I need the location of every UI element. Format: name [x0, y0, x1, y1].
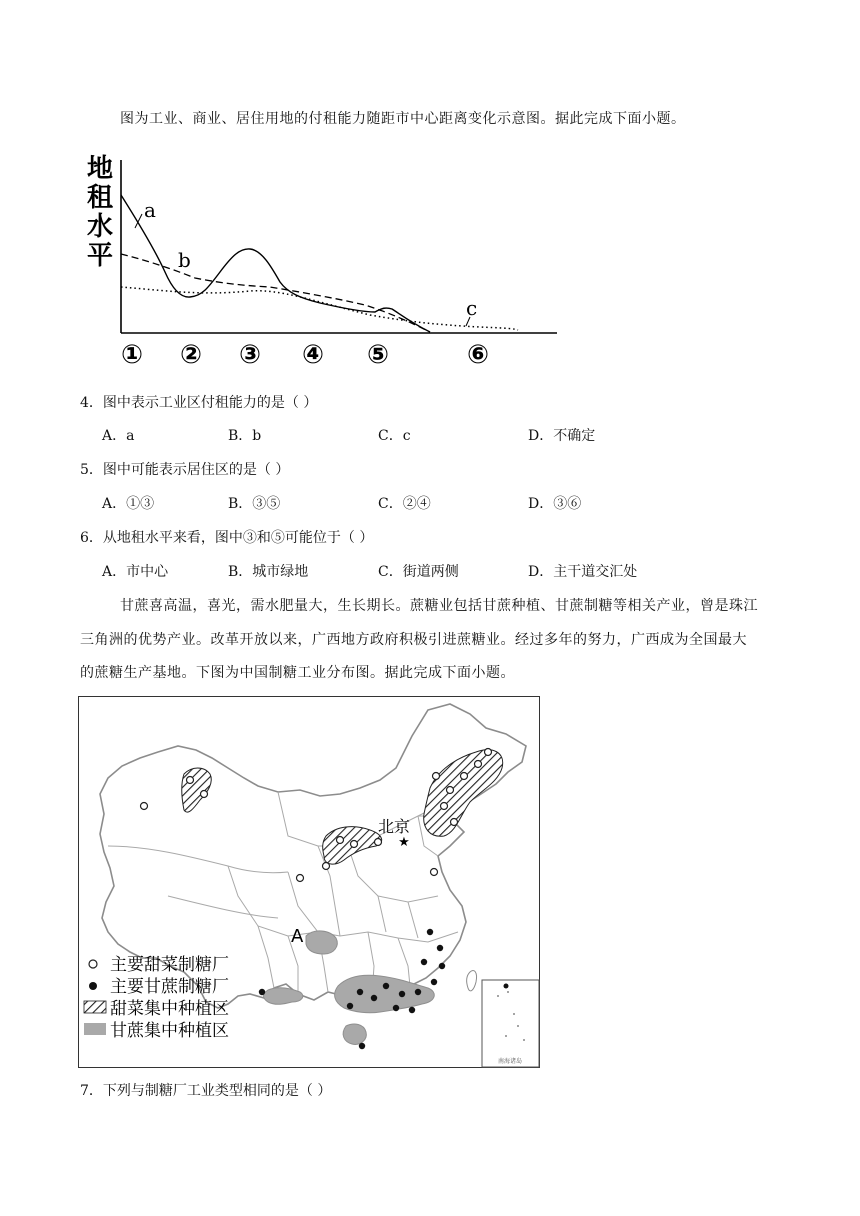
- cane-factory-dot: [421, 959, 427, 965]
- intro-paragraph-sugar-line-1: 甘蔗喜高温，喜光，需水肥量大，生长期长。蔗糖业包括甘蔗种植、甘蔗制糖等相关产业，曾是珠江: [120, 598, 758, 614]
- question-4-option-d[interactable]: D．不确定: [528, 428, 596, 444]
- intro-paragraph-rent: 图为工业、商业、居住用地的付租能力随距市中心距离变化示意图。据此完成下面小题。: [120, 111, 686, 127]
- legend-cane-factory-symbol: [89, 982, 97, 990]
- beijing-star-icon: ★: [398, 835, 410, 850]
- cane-factory-dot: [439, 963, 445, 969]
- cane-factory-dot: [259, 989, 265, 995]
- question-4-option-a[interactable]: A．a: [102, 428, 135, 444]
- question-6-option-b[interactable]: B．城市绿地: [228, 564, 309, 580]
- beet-factory-dot: [201, 791, 208, 798]
- legend-beet-factory-label: 主要甜菜制糖厂: [110, 955, 229, 975]
- china-sugar-map: [78, 696, 540, 1068]
- beet-factory-dot: [451, 819, 458, 826]
- beet-factory-dot: [485, 749, 492, 756]
- position-5: ⑤: [366, 340, 390, 370]
- beet-factory-dot: [297, 875, 304, 882]
- south-china-sea-inset: [482, 980, 539, 1067]
- y-axis-label-char: 平: [86, 241, 114, 271]
- question-6-option-d[interactable]: D．主干道交汇处: [528, 564, 638, 580]
- cane-factory-dot: [431, 979, 437, 985]
- cane-factory-dot: [359, 1043, 365, 1049]
- question-4-stem: 4．图中表示工业区付租能力的是（ ）: [80, 395, 318, 411]
- intro-paragraph-sugar-line-2: 三角洲的优势产业。改革开放以来，广西地方政府积极引进蔗糖业。经过多年的努力，广西成为全国最大: [80, 632, 747, 648]
- cane-factory-dot: [371, 995, 377, 1001]
- question-5-option-d[interactable]: D．③⑥: [528, 496, 582, 512]
- cane-factory-dot: [399, 991, 405, 997]
- cane-area-a: [306, 931, 337, 954]
- beet-factory-dot: [375, 839, 382, 846]
- position-3: ③: [238, 340, 262, 370]
- curve-label-c: c: [466, 296, 478, 320]
- cane-factory-dot: [393, 1005, 399, 1011]
- beijing-label: 北京: [378, 817, 411, 836]
- curve-label-b: b: [178, 248, 191, 272]
- question-5-stem: 5．图中可能表示居住区的是（ ）: [80, 462, 290, 478]
- position-1: ①: [120, 340, 144, 370]
- legend-cane-factory-label: 主要甘蔗制糖厂: [110, 977, 229, 997]
- cane-factory-dot: [409, 1007, 415, 1013]
- y-axis-label-char: 租: [86, 183, 114, 213]
- curve-b: [121, 254, 430, 332]
- leader-a: [135, 214, 142, 228]
- cane-factory-dot: [383, 983, 389, 989]
- legend-cane-area-label: 甘蔗集中种植区: [110, 1021, 229, 1041]
- question-5-option-c[interactable]: C．②④: [378, 496, 431, 512]
- inset-caption: 南海诸岛: [497, 1058, 523, 1065]
- cane-factory-dot: [427, 929, 433, 935]
- question-5-option-b[interactable]: B．③⑤: [228, 496, 281, 512]
- y-axis-label-char: 地: [86, 154, 114, 184]
- beet-factory-dot: [475, 761, 482, 768]
- cane-factory-dot: [415, 989, 421, 995]
- legend-beet-factory-symbol: [89, 960, 97, 968]
- question-6-option-a[interactable]: A．市中心: [102, 564, 169, 580]
- beet-factory-dot: [323, 863, 330, 870]
- legend-cane-area-symbol: [84, 1023, 106, 1035]
- intro-paragraph-sugar-line-3: 的蔗糖生产基地。下图为中国制糖工业分布图。据此完成下面小题。: [80, 665, 515, 681]
- cane-factory-dot: [357, 989, 363, 995]
- legend-beet-area-label: 甜菜集中种植区: [110, 999, 229, 1019]
- cane-factory-dot: [347, 1003, 353, 1009]
- beet-factory-dot: [433, 773, 440, 780]
- beet-factory-dot: [351, 841, 358, 848]
- curve-c: [121, 287, 518, 330]
- region-a-label: A: [291, 926, 304, 947]
- beet-factory-dot: [441, 803, 448, 810]
- question-6-option-c[interactable]: C．街道两侧: [378, 564, 459, 580]
- position-4: ④: [301, 340, 325, 370]
- rent-curve-chart: [80, 150, 580, 375]
- beet-factory-dot: [337, 837, 344, 844]
- curve-label-a: a: [144, 198, 156, 222]
- beet-factory-dot: [447, 787, 454, 794]
- beet-factory-dot: [141, 803, 148, 810]
- beet-factory-dot: [187, 777, 194, 784]
- question-4-option-b[interactable]: B．b: [228, 428, 262, 444]
- cane-area-hainan: [343, 1024, 366, 1044]
- legend-beet-area-symbol: [84, 1001, 106, 1013]
- question-7-stem: 7．下列与制糖厂工业类型相同的是（ ）: [80, 1083, 332, 1099]
- cane-factory-dot: [437, 945, 443, 951]
- question-6-stem: 6．从地租水平来看，图中③和⑤可能位于（ ）: [80, 530, 374, 546]
- beet-factory-dot: [461, 773, 468, 780]
- position-2: ②: [179, 340, 203, 370]
- question-5-option-a[interactable]: A．①③: [102, 496, 155, 512]
- inset-cane-factory-dot: [504, 984, 509, 989]
- question-4-option-c[interactable]: C．c: [378, 428, 411, 444]
- position-6: ⑥: [466, 340, 490, 370]
- y-axis-label-char: 水: [86, 212, 114, 242]
- beet-factory-dot: [431, 869, 438, 876]
